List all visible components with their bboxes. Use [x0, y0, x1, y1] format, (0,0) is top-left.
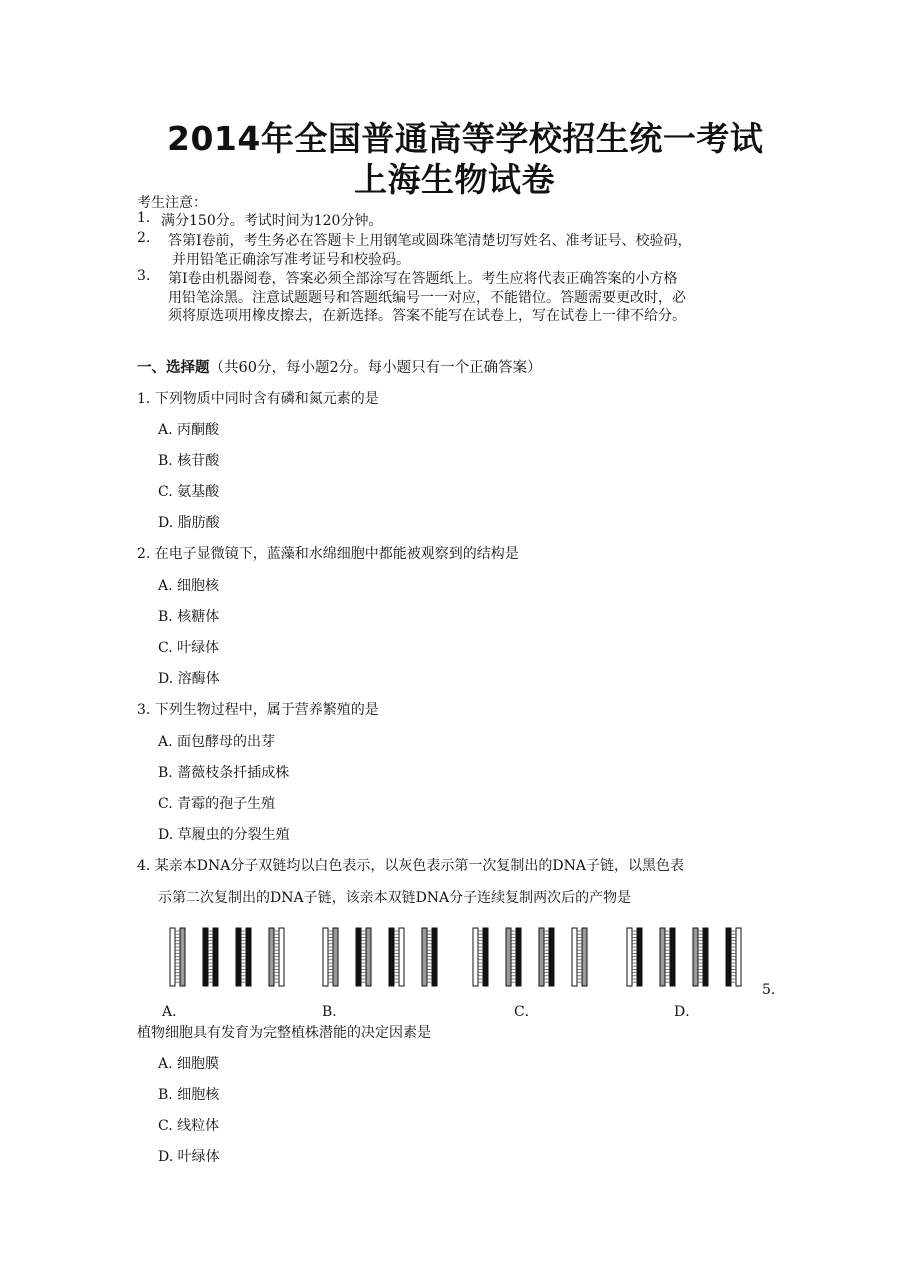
section-heading — [137, 356, 542, 377]
notice-item-3-line-3: 须将原选项用橡皮擦去，在新选择。答案不能写在试卷上，写在试卷上一律不给分。 — [168, 308, 686, 324]
question-3-option-a: A. 面包酵母的出芽 — [158, 734, 276, 750]
question-3-option-d: D. 草履虫的分裂生殖 — [158, 827, 290, 843]
dna-figure-b — [323, 928, 437, 986]
dna-molecule — [422, 928, 437, 986]
dna-strand-black — [483, 928, 488, 986]
notice-heading: 考生注意： — [137, 195, 207, 211]
dna-figure-c — [473, 928, 587, 986]
dna-strand-gray — [333, 928, 338, 986]
dna-strand-black — [246, 928, 251, 986]
figure-label-a: A． — [162, 1004, 187, 1020]
dna-strand-white — [170, 928, 175, 986]
dna-strand-gray — [422, 928, 427, 986]
notice-item-2-num: 2. — [137, 230, 151, 246]
notice-item-2-line-1: 答第Ⅰ卷前，考生务必在答题卡上用钢笔或圆珠笔清楚切写姓名、准考证号、校验码， — [168, 233, 692, 249]
dna-strand-white — [572, 928, 577, 986]
notice-item-1-num: 1. — [137, 210, 151, 226]
question-1-stem: 1. 下列物质中同时含有磷和氮元素的是 — [137, 391, 379, 407]
question-1-option-d: D. 脂肪酸 — [158, 515, 220, 531]
dna-molecule — [539, 928, 554, 986]
question-2-option-b: B. 核糖体 — [158, 609, 220, 625]
dna-strand-white — [399, 928, 404, 986]
dna-strand-black — [203, 928, 208, 986]
dna-strand-black — [432, 928, 437, 986]
question-2-stem: 2. 在电子显微镜下，蓝藻和水绵细胞中都能被观察到的结构是 — [137, 546, 519, 562]
dna-molecule — [389, 928, 404, 986]
question-5-option-a: A. 细胞膜 — [158, 1056, 220, 1072]
dna-strand-white — [736, 928, 741, 986]
title-line-1: 2014年全国普通高等学校招生统一考试 — [167, 119, 764, 158]
notice-item-3-line-1: 第Ⅰ卷由机器阅卷，答案必须全部涂写在答题纸上。考生应将代表正确答案的小方格 — [168, 271, 678, 287]
dna-strand-gray — [506, 928, 511, 986]
dna-strand-white — [627, 928, 632, 986]
question-3-stem: 3. 下列生物过程中，属于营养繁殖的是 — [137, 702, 379, 718]
dna-strand-black — [549, 928, 554, 986]
question-3-option-b: B. 蔷薇枝条扦插成株 — [158, 765, 290, 781]
dna-strand-gray — [539, 928, 544, 986]
dna-strand-gray — [693, 928, 698, 986]
dna-strand-black — [213, 928, 218, 986]
dna-strand-black — [703, 928, 708, 986]
dna-strand-white — [279, 928, 284, 986]
question-3-option-c: C. 青霉的孢子生殖 — [158, 796, 276, 812]
section-desc: （共60分，每小题2分。每小题只有一个正确答案） — [209, 360, 542, 376]
dna-molecule — [572, 928, 587, 986]
dna-strand-white — [473, 928, 478, 986]
question-2-option-a: A. 细胞核 — [158, 578, 220, 594]
notice-item-1-text: 满分150分。考试时间为120分钟。 — [161, 213, 383, 229]
dna-strand-gray — [269, 928, 274, 986]
dna-figure-d — [627, 928, 741, 986]
dna-molecule — [506, 928, 521, 986]
dna-molecule — [203, 928, 218, 986]
question-1-option-c: C. 氨基酸 — [158, 484, 220, 500]
dna-molecule — [660, 928, 675, 986]
dna-strand-gray — [582, 928, 587, 986]
question-2-option-c: C. 叶绿体 — [158, 640, 220, 656]
dna-strand-black — [670, 928, 675, 986]
dna-strand-black — [236, 928, 241, 986]
figure-label-b: B． — [322, 1004, 347, 1020]
question-5-option-d: D. 叶绿体 — [158, 1149, 220, 1165]
question-5-stem: 植物细胞具有发育为完整植株潜能的决定因素是 — [137, 1025, 431, 1041]
question-5-option-b: B. 细胞核 — [158, 1087, 220, 1103]
figure-label-d: D． — [674, 1004, 700, 1020]
dna-strand-black — [726, 928, 731, 986]
dna-strand-black — [637, 928, 642, 986]
dna-molecule — [473, 928, 488, 986]
dna-strand-gray — [180, 928, 185, 986]
dna-molecule — [627, 928, 642, 986]
notice-item-3-line-2: 用铅笔涂黑。注意试题题号和答题纸编号一一对应，不能错位。答题需要更改时，必 — [168, 290, 686, 306]
question-5-option-c: C. 线粒体 — [158, 1118, 220, 1134]
notice-item-3-num: 3. — [137, 268, 151, 284]
dna-molecule — [726, 928, 741, 986]
dna-molecule — [356, 928, 371, 986]
dna-strand-gray — [366, 928, 371, 986]
figure-label-c: C． — [514, 1004, 539, 1020]
question-5-number: 5. — [762, 982, 776, 998]
dna-strand-white — [323, 928, 328, 986]
question-4-stem-line-2: 示第二次复制出的DNA子链，该亲本双链DNA分子连续复制两次后的产物是 — [158, 890, 632, 906]
question-1-option-a: A. 丙酮酸 — [158, 422, 220, 438]
question-2-option-d: D. 溶酶体 — [158, 671, 220, 687]
dna-molecule — [236, 928, 251, 986]
dna-strand-gray — [660, 928, 665, 986]
dna-strand-black — [516, 928, 521, 986]
dna-strand-black — [389, 928, 394, 986]
dna-molecule — [323, 928, 338, 986]
dna-figure-group — [160, 925, 760, 995]
title-line-2: 上海生物试卷 — [354, 160, 555, 199]
dna-molecule — [693, 928, 708, 986]
dna-strand-black — [356, 928, 361, 986]
question-1-option-b: B. 核苷酸 — [158, 453, 220, 469]
dna-figure-a — [170, 928, 284, 986]
dna-molecule — [170, 928, 185, 986]
section-title: 一、选择题 — [137, 360, 210, 376]
question-4-stem-line-1: 4. 某亲本DNA分子双链均以白色表示，以灰色表示第一次复制出的DNA子链，以黑色表 — [137, 858, 684, 874]
dna-molecule — [269, 928, 284, 986]
notice-item-2-line-2: 并用铅笔正确涂写准考证号和校验码。 — [172, 252, 410, 268]
